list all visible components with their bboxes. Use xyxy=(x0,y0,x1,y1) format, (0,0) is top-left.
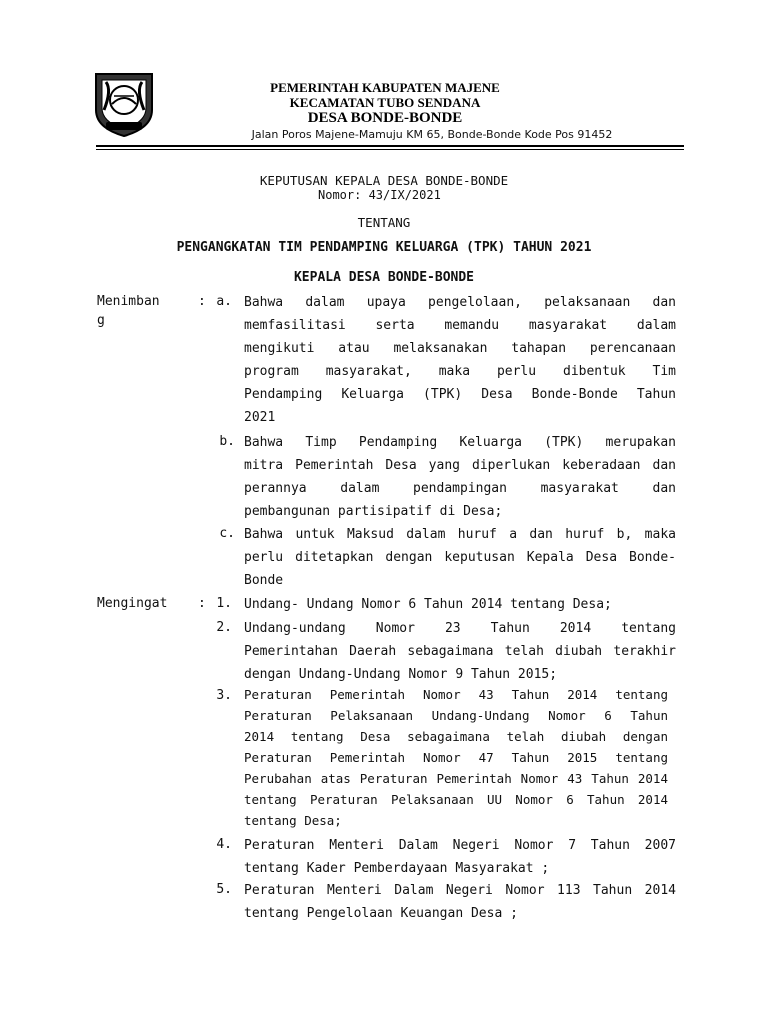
letterhead-address: Jalan Poros Majene-Mamuju KM 65, Bonde-Bonde Kode Pos 91452 xyxy=(251,128,613,141)
menimbang-item-c-marker: c. xyxy=(219,526,235,541)
text-line: Peraturan Pemerintah Nomor 47 Tahun 2015 tentang xyxy=(244,750,668,765)
mengingat-item-4 xyxy=(244,834,676,880)
menimbang-item-a xyxy=(244,291,676,429)
menimbang-item-b xyxy=(244,431,676,523)
decree-subject: PENGANGKATAN TIM PENDAMPING KELUARGA (TPK) TAHUN 2021 xyxy=(176,240,592,255)
text-line: 2021 xyxy=(244,410,276,425)
tentang-heading: TENTANG xyxy=(357,215,411,230)
text-line: Bonde xyxy=(244,573,284,588)
mengingat-colon: : xyxy=(198,596,206,611)
text-line: tentang Kader Pemberdayaan Masyarakat ; xyxy=(244,861,550,876)
text-line: 2014 tentang Desa sebagaimana telah diubah dengan xyxy=(244,729,668,744)
text-line: Undang-undang Nomor 23 Tahun 2014 tentang xyxy=(244,621,676,636)
letterhead-village: DESA BONDE-BONDE xyxy=(307,110,463,126)
mengingat-item-2 xyxy=(244,617,676,686)
text-line: tentang Peraturan Pelaksanaan UU Nomor 6 Tahun 2014 xyxy=(244,792,668,807)
text-line: Bahwa dalam upaya pengelolaan, pelaksanaan dan xyxy=(244,295,676,310)
mengingat-item-3 xyxy=(244,684,668,831)
text-line: Perubahan atas Peraturan Pemerintah Nomor 43 Tahun 2014 xyxy=(244,771,668,786)
text-line: mitra Pemerintah Desa yang diperlukan keberadaan dan xyxy=(244,458,676,473)
menimbang-label-line1: Menimban xyxy=(97,294,160,309)
letterhead-government: PEMERINTAH KABUPATEN MAJENE xyxy=(270,80,500,95)
text-line: Pemerintahan Daerah sebagaimana telah diubah terakhir xyxy=(244,644,676,659)
text-line: dengan Undang-Undang Nomor 9 Tahun 2015; xyxy=(244,667,558,682)
menimbang-label-line2: g xyxy=(97,313,105,328)
letterhead-rule-thin xyxy=(96,149,684,150)
letterhead-district: KECAMATAN TUBO SENDANA xyxy=(289,95,481,110)
text-line: Bahwa untuk Maksud dalam huruf a dan huruf b, maka xyxy=(244,527,676,542)
text-line: Peraturan Menteri Dalam Negeri Nomor 7 Tahun 2007 xyxy=(244,838,676,853)
letterhead-rule-thick xyxy=(96,145,684,147)
text-line: pembangunan partisipatif di Desa; xyxy=(244,504,503,519)
menimbang-colon: : xyxy=(198,294,206,309)
majene-regency-emblem xyxy=(92,70,156,138)
text-line: tentang Pengelolaan Keuangan Desa ; xyxy=(244,906,518,921)
decree-title: KEPUTUSAN KEPALA DESA BONDE-BONDE xyxy=(259,173,509,188)
text-line: mengikuti atau melaksanakan tahapan perencanaan xyxy=(244,341,676,356)
text-line: Peraturan Menteri Dalam Negeri Nomor 113 Tahun 2014 xyxy=(244,883,676,898)
text-line: perlu ditetapkan dengan keputusan Kepala Desa Bonde- xyxy=(244,550,676,565)
decree-number: Nomor: 43/IX/2021 xyxy=(318,188,441,202)
mengingat-item-5 xyxy=(244,879,676,925)
text-line: Peraturan Pemerintah Nomor 43 Tahun 2014 tentang xyxy=(244,687,668,702)
text-line: Pendamping Keluarga (TPK) Desa Bonde-Bonde Tahun xyxy=(244,387,676,402)
text-line: Bahwa Timp Pendamping Keluarga (TPK) merupakan xyxy=(244,435,676,450)
mengingat-item-1-marker: 1. xyxy=(216,596,232,611)
mengingat-label: Mengingat xyxy=(97,596,168,611)
official-title: KEPALA DESA BONDE-BONDE xyxy=(293,270,474,285)
text-line: memfasilitasi serta memandu masyarakat dalam xyxy=(244,318,676,333)
mengingat-item-3-marker: 3. xyxy=(216,688,232,703)
mengingat-item-1 xyxy=(244,593,676,616)
mengingat-item-4-marker: 4. xyxy=(216,837,232,852)
text-line: Peraturan Pelaksanaan Undang-Undang Nomor 6 Tahun xyxy=(244,708,668,723)
menimbang-item-a-marker: a. xyxy=(216,294,232,309)
text-line: Undang- Undang Nomor 6 Tahun 2014 tentang Desa; xyxy=(244,597,612,612)
menimbang-item-c xyxy=(244,523,676,592)
menimbang-item-b-marker: b. xyxy=(219,434,235,449)
mengingat-item-5-marker: 5. xyxy=(216,882,232,897)
text-line: perannya dalam pendampingan masyarakat dan xyxy=(244,481,676,496)
text-line: tentang Desa; xyxy=(244,813,342,828)
mengingat-item-2-marker: 2. xyxy=(216,620,232,635)
text-line: program masyarakat, maka perlu dibentuk Tim xyxy=(244,364,676,379)
